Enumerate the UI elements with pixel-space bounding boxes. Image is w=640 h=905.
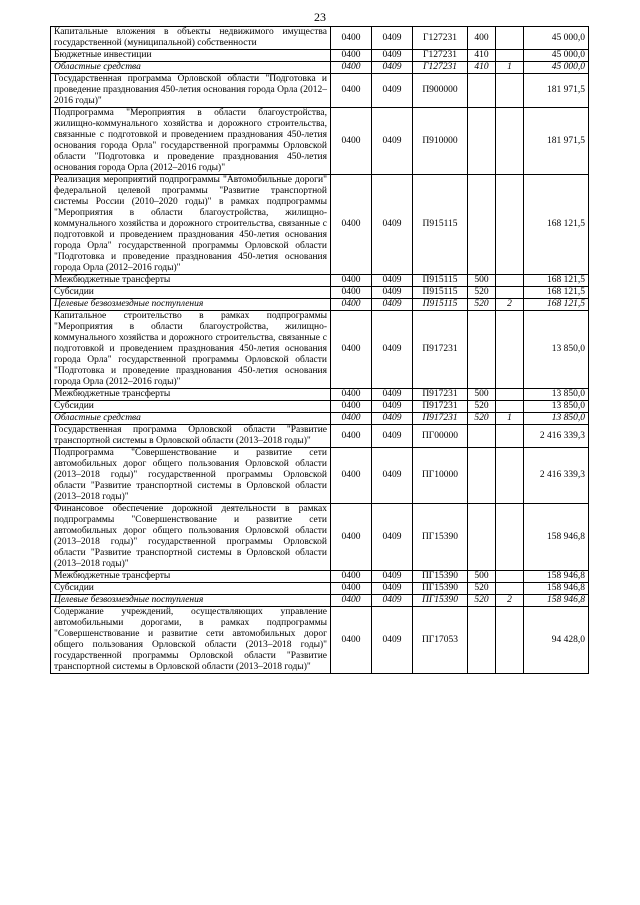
funding-source-code — [496, 425, 524, 448]
amount: 168 121,5 — [524, 299, 589, 311]
target-item-code: ПГ17053 — [413, 607, 468, 674]
expense-kind-code: 520 — [468, 413, 496, 425]
subsection-code: 0409 — [372, 571, 413, 583]
expense-kind-code — [468, 175, 496, 275]
expense-kind-code: 410 — [468, 62, 496, 74]
amount: 158 946,8 — [524, 504, 589, 571]
funding-source-code: 1 — [496, 413, 524, 425]
funding-source-code — [496, 389, 524, 401]
table-row — [51, 275, 589, 287]
table-row — [51, 108, 589, 175]
target-item-code: ПГ15390 — [413, 595, 468, 607]
section-code: 0400 — [331, 299, 372, 311]
funding-source-code — [496, 571, 524, 583]
row-description: Капитальные вложения в объекты недвижимого имущества государственной (муниципальной) собственности — [51, 27, 331, 50]
subsection-code: 0409 — [372, 448, 413, 504]
expense-kind-code: 500 — [468, 275, 496, 287]
target-item-code: П915115 — [413, 287, 468, 299]
row-description: Государственная программа Орловской области "Подготовка и проведение празднования 450-летия основания города Орла (2012–2016 годы)" — [51, 74, 331, 108]
expense-kind-code — [468, 607, 496, 674]
row-description: Субсидии — [51, 583, 331, 595]
target-item-code: ПГ10000 — [413, 448, 468, 504]
section-code: 0400 — [331, 74, 372, 108]
funding-source-code — [496, 607, 524, 674]
subsection-code: 0409 — [372, 27, 413, 50]
amount: 158 946,8 — [524, 595, 589, 607]
funding-source-code — [496, 287, 524, 299]
section-code: 0400 — [331, 448, 372, 504]
amount: 168 121,5 — [524, 175, 589, 275]
expense-kind-code: 500 — [468, 389, 496, 401]
expense-kind-code: 410 — [468, 50, 496, 62]
row-description: Межбюджетные трансферты — [51, 571, 331, 583]
target-item-code: ПГ00000 — [413, 425, 468, 448]
section-code: 0400 — [331, 607, 372, 674]
subsection-code: 0409 — [372, 504, 413, 571]
subsection-code: 0409 — [372, 413, 413, 425]
row-description: Подпрограмма "Совершенствование и развитие сети автомобильных дорог общего пользования Орловской области (2013–2018 годы)" государственной программы Орловской области "Развитие транспортной системы в Орловской области (2013–2018 годы)" — [51, 448, 331, 504]
table-row — [51, 401, 589, 413]
expense-kind-code: 520 — [468, 287, 496, 299]
amount: 45 000,0 — [524, 50, 589, 62]
row-description: Субсидии — [51, 401, 331, 413]
section-code: 0400 — [331, 571, 372, 583]
table-row — [51, 27, 589, 50]
expense-kind-code: 520 — [468, 401, 496, 413]
row-description: Реализация мероприятий подпрограммы "Автомобильные дороги" федеральной целевой программы "Развитие транспортной системы России (2010–2020 годы)" в рамках подпрограммы "Мероприятия в области благоустройства, жилищно-коммунального хозяйства и дорожного строительства, связанные с подготовкой и проведением празднования 450-летия основания города Орла" государственной программы Орловской области "Подготовка и проведение празднования 450-летия основания города Орла (2012–2016 годы)" — [51, 175, 331, 275]
row-description: Содержание учреждений, осуществляющих управление автомобильными дорогами, в рамках подпрограммы "Совершенствование и развитие сети автомобильных дорог общего пользования Орловской области (2013–2018 годы)" государственной программы Орловской области "Развитие транспортной системы в Орловской области (2013–2018 годы)" — [51, 607, 331, 674]
target-item-code: П900000 — [413, 74, 468, 108]
row-description: Межбюджетные трансферты — [51, 389, 331, 401]
row-description: Областные средства — [51, 62, 331, 74]
row-description: Областные средства — [51, 413, 331, 425]
funding-source-code — [496, 27, 524, 50]
row-description: Бюджетные инвестиции — [51, 50, 331, 62]
amount: 13 850,0 — [524, 413, 589, 425]
target-item-code: Г127231 — [413, 50, 468, 62]
section-code: 0400 — [331, 108, 372, 175]
table-row — [51, 389, 589, 401]
subsection-code: 0409 — [372, 299, 413, 311]
section-code: 0400 — [331, 504, 372, 571]
funding-source-code — [496, 311, 524, 389]
amount: 158 946,8 — [524, 583, 589, 595]
table-row — [51, 311, 589, 389]
table-row — [51, 413, 589, 425]
target-item-code: Г127231 — [413, 27, 468, 50]
table-row — [51, 607, 589, 674]
section-code: 0400 — [331, 275, 372, 287]
funding-source-code — [496, 401, 524, 413]
row-description: Субсидии — [51, 287, 331, 299]
subsection-code: 0409 — [372, 287, 413, 299]
target-item-code: П915115 — [413, 175, 468, 275]
table-row — [51, 50, 589, 62]
subsection-code: 0409 — [372, 275, 413, 287]
row-description: Капитальное строительство в рамках подпрограммы "Мероприятия в области благоустройства, жилищно-коммунального хозяйства и дорожного строительства, связанные с подготовкой и проведением празднования 450-летия основания города Орла" государственной программы Орловской области "Подготовка и проведение празднования 450-летия основания города Орла (2012–2016 годы)" — [51, 311, 331, 389]
amount: 45 000,0 — [524, 27, 589, 50]
target-item-code: П910000 — [413, 108, 468, 175]
budget-table-body — [51, 27, 589, 674]
expense-kind-code — [468, 311, 496, 389]
section-code: 0400 — [331, 413, 372, 425]
section-code: 0400 — [331, 425, 372, 448]
expense-kind-code: 520 — [468, 595, 496, 607]
table-row — [51, 583, 589, 595]
expense-kind-code — [468, 108, 496, 175]
table-row — [51, 299, 589, 311]
funding-source-code: 1 — [496, 62, 524, 74]
row-description: Целевые безвозмездные поступления — [51, 299, 331, 311]
table-row — [51, 448, 589, 504]
section-code: 0400 — [331, 311, 372, 389]
subsection-code: 0409 — [372, 425, 413, 448]
amount: 94 428,0 — [524, 607, 589, 674]
table-row — [51, 595, 589, 607]
row-description: Финансовое обеспечение дорожной деятельности в рамках подпрограммы "Совершенствование и развитие сети автомобильных дорог общего пользования Орловской области (2013–2018 годы)" государственной программы Орловской области "Развитие транспортной системы в Орловской области (2013–2018 годы)" — [51, 504, 331, 571]
amount: 158 946,8 — [524, 571, 589, 583]
target-item-code: ПГ15390 — [413, 583, 468, 595]
target-item-code: П917231 — [413, 389, 468, 401]
subsection-code: 0409 — [372, 389, 413, 401]
section-code: 0400 — [331, 50, 372, 62]
expense-kind-code: 500 — [468, 571, 496, 583]
section-code: 0400 — [331, 389, 372, 401]
amount: 45 000,0 — [524, 62, 589, 74]
funding-source-code — [496, 74, 524, 108]
row-description: Межбюджетные трансферты — [51, 275, 331, 287]
amount: 181 971,5 — [524, 74, 589, 108]
subsection-code: 0409 — [372, 50, 413, 62]
target-item-code: П915115 — [413, 275, 468, 287]
amount: 2 416 339,3 — [524, 425, 589, 448]
table-row — [51, 175, 589, 275]
target-item-code: П917231 — [413, 401, 468, 413]
funding-source-code — [496, 175, 524, 275]
subsection-code: 0409 — [372, 175, 413, 275]
expense-kind-code — [468, 425, 496, 448]
funding-source-code: 2 — [496, 299, 524, 311]
amount: 13 850,0 — [524, 311, 589, 389]
expense-kind-code: 520 — [468, 299, 496, 311]
subsection-code: 0409 — [372, 311, 413, 389]
expense-kind-code — [468, 74, 496, 108]
expense-kind-code — [468, 448, 496, 504]
section-code: 0400 — [331, 595, 372, 607]
row-description: Подпрограмма "Мероприятия в области благоустройства, жилищно-коммунального хозяйства и дорожного строительства, связанные с подготовкой и проведением празднования 450-летия основания города Орла" государственной программы Орловской области "Подготовка и проведение празднования 450-летия основания города Орла (2012–2016 годы)" — [51, 108, 331, 175]
expense-kind-code: 520 — [468, 583, 496, 595]
section-code: 0400 — [331, 27, 372, 50]
table-row — [51, 74, 589, 108]
table-row — [51, 425, 589, 448]
funding-source-code — [496, 275, 524, 287]
amount: 13 850,0 — [524, 401, 589, 413]
row-description: Государственная программа Орловской области "Развитие транспортной системы в Орловской области (2013–2018 годы)" — [51, 425, 331, 448]
funding-source-code — [496, 583, 524, 595]
amount: 181 971,5 — [524, 108, 589, 175]
section-code: 0400 — [331, 401, 372, 413]
amount: 2 416 339,3 — [524, 448, 589, 504]
funding-source-code — [496, 448, 524, 504]
funding-source-code — [496, 50, 524, 62]
section-code: 0400 — [331, 583, 372, 595]
expense-kind-code — [468, 504, 496, 571]
funding-source-code: 2 — [496, 595, 524, 607]
funding-source-code — [496, 108, 524, 175]
section-code: 0400 — [331, 175, 372, 275]
subsection-code: 0409 — [372, 583, 413, 595]
table-row — [51, 287, 589, 299]
target-item-code: Г127231 — [413, 62, 468, 74]
subsection-code: 0409 — [372, 607, 413, 674]
subsection-code: 0409 — [372, 108, 413, 175]
subsection-code: 0409 — [372, 74, 413, 108]
subsection-code: 0409 — [372, 62, 413, 74]
target-item-code: ПГ15390 — [413, 571, 468, 583]
row-description: Целевые безвозмездные поступления — [51, 595, 331, 607]
target-item-code: П917231 — [413, 311, 468, 389]
expense-kind-code: 400 — [468, 27, 496, 50]
amount: 13 850,0 — [524, 389, 589, 401]
table-row — [51, 504, 589, 571]
table-row — [51, 571, 589, 583]
target-item-code: П917231 — [413, 413, 468, 425]
section-code: 0400 — [331, 62, 372, 74]
budget-table — [50, 26, 589, 674]
amount: 168 121,5 — [524, 287, 589, 299]
section-code: 0400 — [331, 287, 372, 299]
amount: 168 121,5 — [524, 275, 589, 287]
target-item-code: ПГ15390 — [413, 504, 468, 571]
table-row — [51, 62, 589, 74]
subsection-code: 0409 — [372, 401, 413, 413]
funding-source-code — [496, 504, 524, 571]
page-number: 23 — [314, 10, 326, 24]
subsection-code: 0409 — [372, 595, 413, 607]
target-item-code: П915115 — [413, 299, 468, 311]
